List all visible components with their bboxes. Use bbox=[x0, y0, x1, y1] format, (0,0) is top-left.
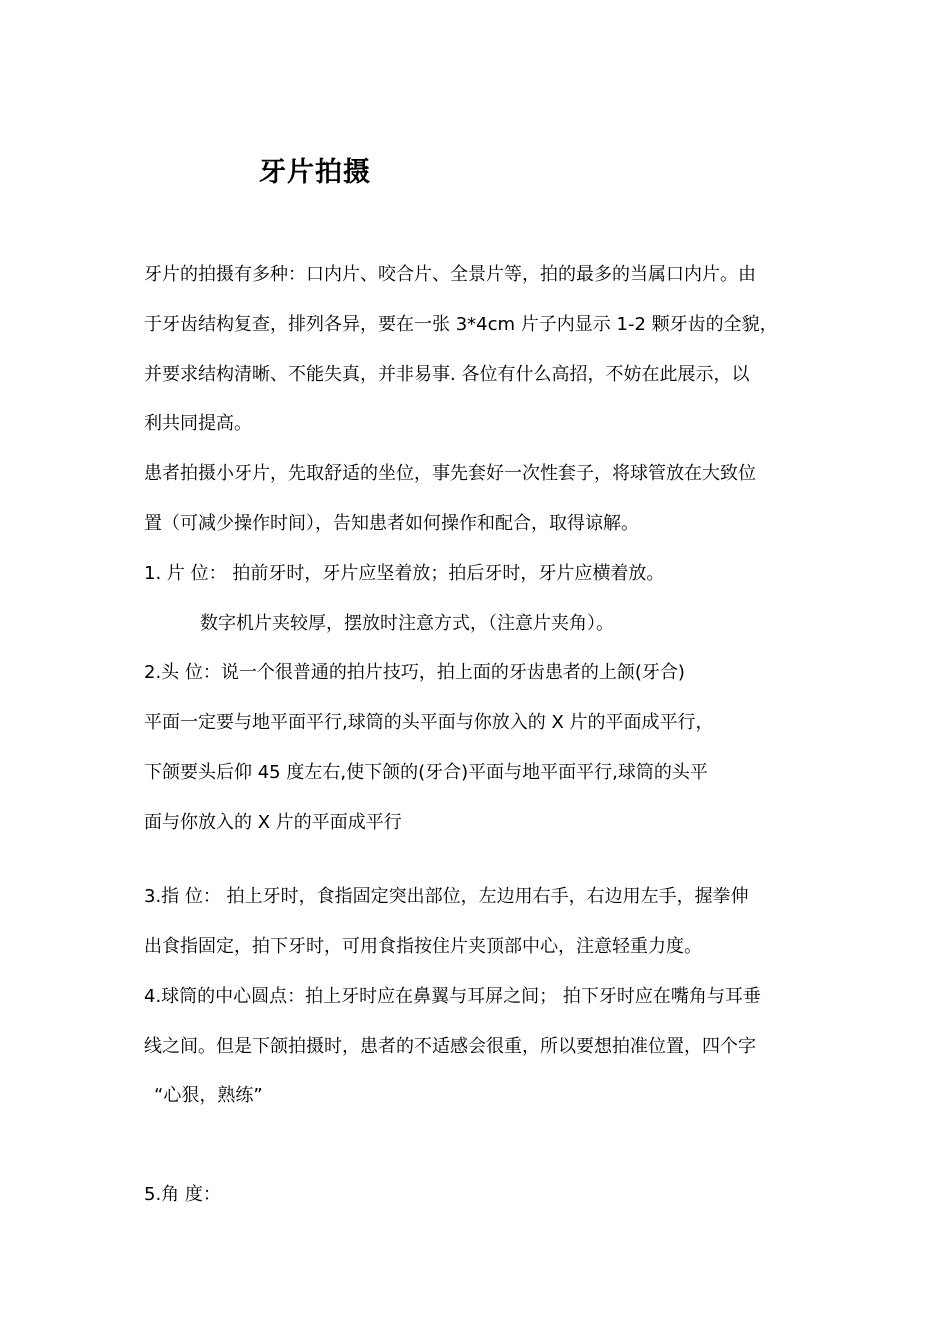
section-finger-position: 3.指 位： 拍上牙时，食指固定突出部位，左边用右手，右边用左手，握拳伸 bbox=[144, 886, 749, 907]
paragraph-line: 并要求结构清晰、不能失真，并非易事. 各位有什么高招，不妨在此展示，以 bbox=[144, 364, 750, 385]
paragraph-line: 牙片的拍摄有多种：口内片、咬合片、全景片等，拍的最多的当属口内片。由 bbox=[144, 264, 756, 285]
section-tube-center: 4.球筒的中心圆点：拍上牙时应在鼻翼与耳屏之间； 拍下牙时应在嘴角与耳垂 bbox=[144, 986, 761, 1007]
document-title: 牙片拍摄 bbox=[259, 157, 371, 188]
quoted-phrase: “心狠，熟练” bbox=[154, 1085, 263, 1106]
section-head-position: 2.头 位：说一个很普通的拍片技巧，拍上面的牙齿患者的上颌(牙合) bbox=[144, 662, 685, 683]
paragraph-line: 出食指固定，拍下牙时，可用食指按住片夹顶部中心，注意轻重力度。 bbox=[144, 936, 702, 957]
paragraph-line: 置（可减少操作时间），告知患者如何操作和配合，取得谅解。 bbox=[144, 513, 639, 534]
section-angle: 5.角 度： bbox=[144, 1184, 221, 1205]
paragraph-line: 利共同提高。 bbox=[144, 413, 252, 434]
indented-note: 数字机片夹较厚，摆放时注意方式，（注意片夹角）。 bbox=[200, 613, 614, 634]
paragraph-line: 面与你放入的 X 片的平面成平行 bbox=[144, 812, 402, 833]
paragraph-line: 患者拍摄小牙片，先取舒适的坐位，事先套好一次性套子，将球管放在大致位 bbox=[144, 463, 756, 484]
paragraph-line: 下颌要头后仰 45 度左右,使下颌的(牙合)平面与地平面平行,球筒的头平 bbox=[144, 762, 708, 783]
paragraph-line: 平面一定要与地平面平行,球筒的头平面与你放入的 X 片的平面成平行， bbox=[144, 712, 714, 733]
paragraph-line: 线之间。但是下颌拍摄时，患者的不适感会很重，所以要想拍准位置，四个字 bbox=[144, 1036, 756, 1057]
section-film-position: 1. 片 位： 拍前牙时，牙片应坚着放；拍后牙时，牙片应横着放。 bbox=[144, 563, 665, 584]
paragraph-line: 于牙齿结构复查，排列各异，要在一张 3*4cm 片子内显示 1-2 颗牙齿的全貌， bbox=[144, 314, 778, 335]
